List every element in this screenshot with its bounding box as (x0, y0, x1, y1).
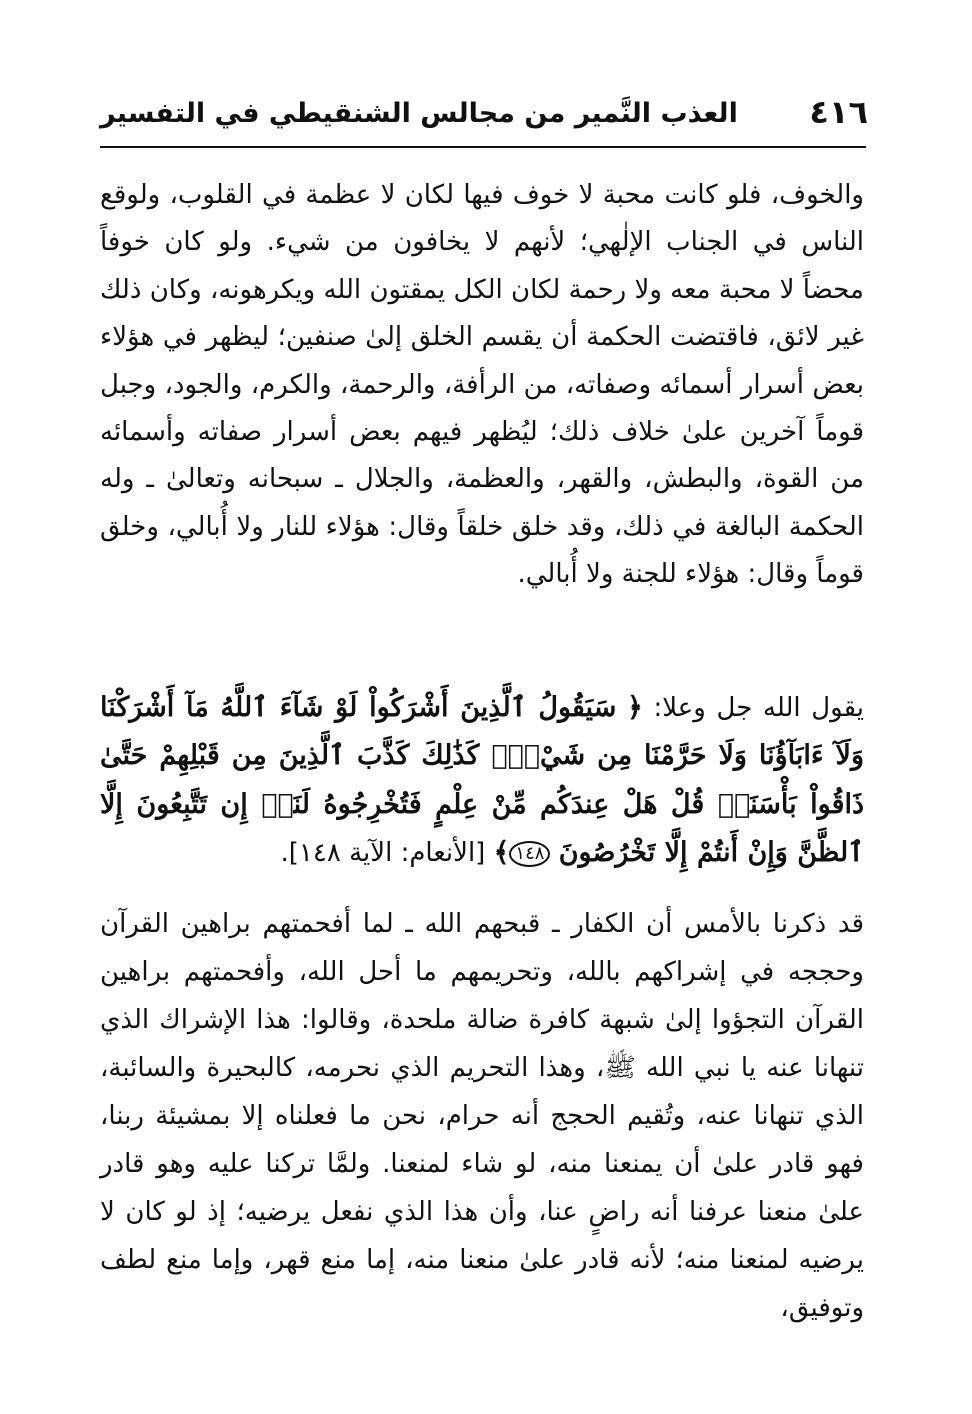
body-paragraph-1: والخوف، فلو كانت محبة لا خوف فيها لكان لا عظمة في القلوب، ولوقع الناس في الجناب الإلٰهي؛ لأنهم لا يخافون من شيء. ولو كان خوفاً محضاً لا محبة معه ولا رحمة لكان الكل يمقتون الله ويكرهونه، وكان ذلك غير لائق، فاقتضت الحكمة أن يقسم الخلق إلىٰ صنفين؛ ليظهر في هؤلاء بعض أسرار أسمائه وصفاته، من الرأفة، والرحمة، والكرم، والجود، وجبل قوماً آخرين علىٰ خلاف ذلك؛ ليُظهر فيهم بعض أسرار صفاته وأسمائه من القوة، والبطش، والقهر، والعظمة، والجلال ـ سبحانه وتعالىٰ ـ وله الحكمة البالغة في ذلك، وقد خلق خلقاً وقال: هؤلاء للنار ولا أُبالي، وخلق قوماً وقال: هؤلاء للجنة ولا أُبالي. (100, 180, 864, 590)
verse-number-ornament: ١٤٨ (509, 841, 550, 867)
verse-paragraph (100, 684, 864, 878)
page-number: ٤١٦ (809, 93, 868, 131)
verse-intro: يقول الله جل وعلا: (653, 693, 865, 723)
page-header (100, 92, 868, 144)
body-paragraph-2: قد ذكرنا بالأمس أن الكفار ـ قبحهم الله ـ لما أفحمتهم براهين القرآن وحججه في إشراكهم بالله، وتحريمهم ما أحل الله، وأفحمتهم براهين القرآن التجؤوا إلىٰ شبهة كافرة ضالة ملحدة، وقالوا: هذا الإشراك الذي تنهانا عنه يا نبي الله ﷺ، وهذا التحريم الذي نحرمه، كالبحيرة والسائبة، الذي تنهانا عنه، وتُقيم الحجج أنه حرام، نحن ما فعلناه إلا بمشيئة ربنا، فهو قادر علىٰ أن يمنعنا منه، لو شاء لمنعنا. ولمَّا تركنا عليه وهو قادر علىٰ منعنا عرفنا أنه راضٍ عنا، وأن هذا الذي نفعل يرضيه؛ إذ لو كان لا يرضيه لمنعنا منه؛ لأنه قادر علىٰ منعنا منه، إما منع قهر، وإما منع لطف وتوفيق، (100, 909, 864, 1323)
running-title: العذب النَّمير من مجالس الشنقيطي في التفسير (100, 98, 738, 129)
verse-open-bracket: ﴿ (627, 692, 643, 723)
verse-reference: [الأنعام: الآية ١٤٨]. (280, 838, 486, 869)
header-divider (100, 146, 866, 148)
verse-close-bracket: ﴾ (493, 837, 510, 869)
quran-verse: سَيَقُولُ ٱلَّذِينَ أَشْرَكُواْ لَوْ شَآءَ ٱللَّهُ مَآ أَشْرَكْنَا وَلَآ ءَابَآؤُنَا وَلَا حَرَّمْنَا مِن شَيْءٍۚ كَذَٰلِكَ كَذَّبَ ٱلَّذِينَ مِن قَبْلِهِمْ حَتَّىٰ ذَاقُواْ بَأْسَنَاۗ قُلْ هَلْ عِندَكُم مِّنْ عِلْمٍ فَتُخْرِجُوهُ لَنَآۖ إِن تَتَّبِعُونَ إِلَّا ٱلظَّنَّ وَإِنْ أَنتُمْ إِلَّا تَخْرُصُونَ (100, 692, 864, 869)
